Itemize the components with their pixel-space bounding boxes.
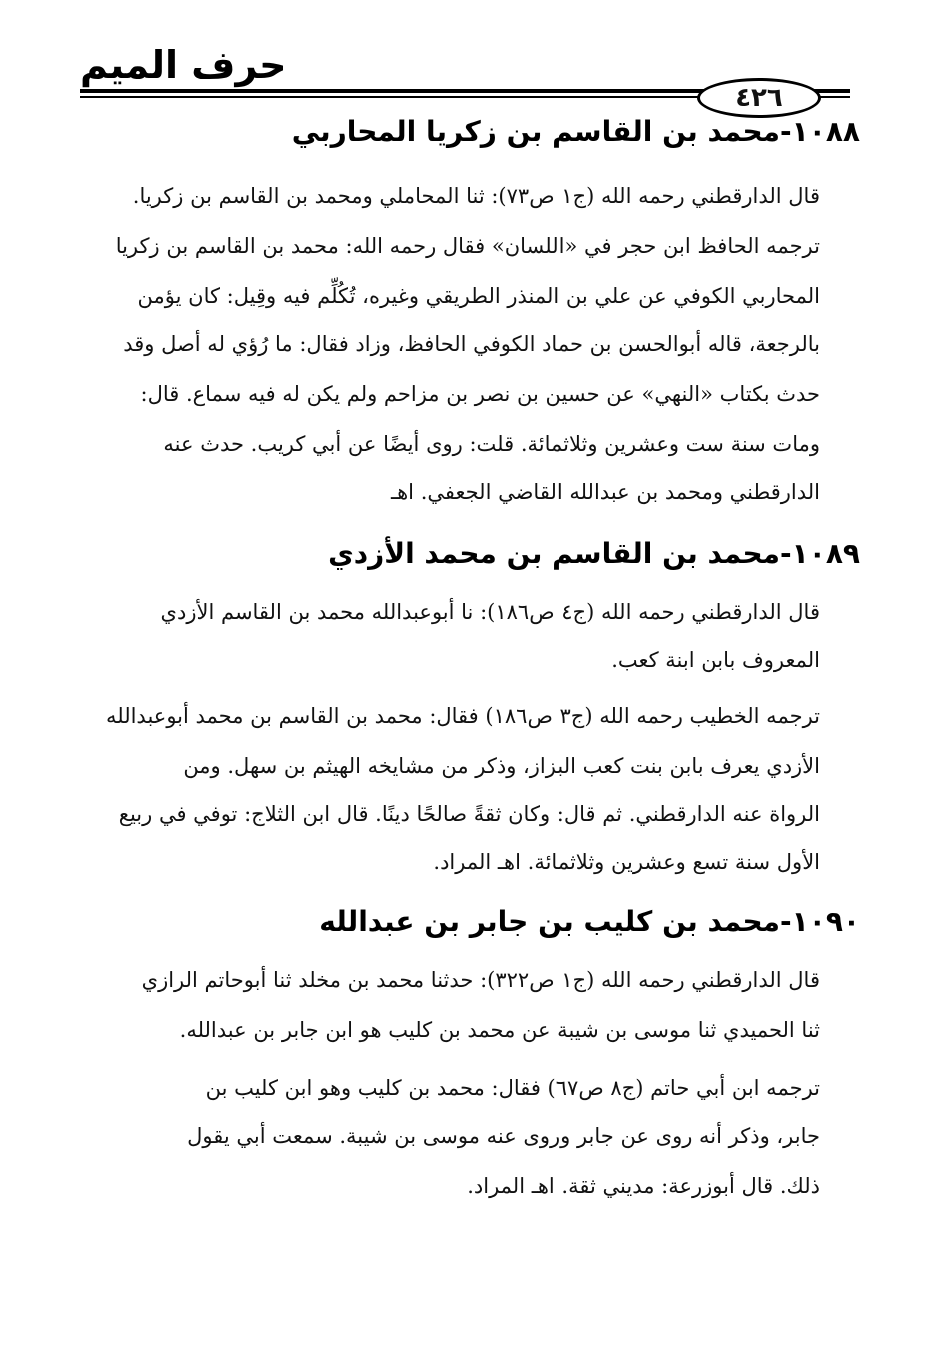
text-line: الدارقطني ومحمد بن عبدالله القاضي الجعفي. اهـ bbox=[390, 480, 820, 504]
text-line: قال الدارقطني رحمه الله (ج١ ص٣٢٢): حدثنا محمد بن مخلد ثنا أبوحاتم الرازي bbox=[141, 968, 820, 992]
text-line: حدث بكتاب «النهي» عن حسين بن نصر بن مزاحم ولم يكن له فيه سماع. قال: bbox=[140, 382, 820, 406]
text-line: الأزدي يعرف بابن بنت كعب البزاز، وذكر من مشايخه الهيثم بن سهل. ومن bbox=[183, 754, 820, 778]
text-line: الأول سنة تسع وعشرين وثلاثمائة. اهـ المراد. bbox=[433, 850, 820, 874]
page-header bbox=[80, 40, 850, 113]
chapter-title: حرف الميم bbox=[80, 43, 287, 87]
text-line: ثنا الحميدي ثنا موسى بن شيبة عن محمد بن كليب هو ابن جابر بن عبدالله. bbox=[179, 1018, 820, 1042]
text-line: قال الدارقطني رحمه الله (ج٤ ص١٨٦): نا أبوعبدالله محمد بن القاسم الأزدي bbox=[160, 600, 820, 624]
text-line: بالرجعة، قاله أبوالحسن بن حماد الكوفي الحافظ، وزاد فقال: ما رُؤي له أصل وقد bbox=[123, 332, 820, 356]
text-line: ترجمه الخطيب رحمه الله (ج٣ ص١٨٦) فقال: محمد بن القاسم بن محمد أبوعبدالله bbox=[105, 704, 820, 728]
page-number: ٤٢٦ bbox=[697, 78, 821, 118]
text-line: ترجمه ابن أبي حاتم (ج٨ ص٦٧) فقال: محمد بن كليب وهو ابن كليب بن bbox=[205, 1076, 820, 1100]
text-line: قال الدارقطني رحمه الله (ج١ ص٧٣): ثنا المحاملي ومحمد بن القاسم بن زكريا. bbox=[132, 184, 820, 208]
text-line: الرواة عنه الدارقطني. ثم قال: وكان ثقةً صالحًا دينًا. قال ابن الثلاج: توفي في ربيع bbox=[118, 802, 820, 826]
text-line: ترجمه الحافظ ابن حجر في «اللسان» فقال رحمه الله: محمد بن القاسم بن زكريا bbox=[115, 234, 820, 258]
entry-heading: ١٠٩٠-محمد بن كليب بن جابر بن عبدالله bbox=[319, 905, 860, 938]
entry-heading: ١٠٨٩-محمد بن القاسم بن محمد الأزدي bbox=[328, 537, 860, 570]
text-line: جابر، وذكر أنه روى عن جابر وروى عنه موسى بن شيبة. سمعت أبي يقول bbox=[187, 1124, 820, 1148]
entry-heading: ١٠٨٨-محمد بن القاسم بن زكريا المحاربي bbox=[291, 115, 860, 148]
text-line: ومات سنة ست وعشرين وثلاثمائة. قلت: روى أيضًا عن أبي كريب. حدث عنه bbox=[163, 432, 820, 456]
text-line: ذلك. قال أبوزرعة: مديني ثقة. اهـ المراد. bbox=[467, 1174, 820, 1198]
text-line: المحاربي الكوفي عن علي بن المنذر الطريقي وغيره، تُكُلِّم فيه وقِيل: كان يؤمن bbox=[137, 284, 820, 308]
text-line: المعروف بابن ابنة كعب. bbox=[611, 648, 820, 672]
